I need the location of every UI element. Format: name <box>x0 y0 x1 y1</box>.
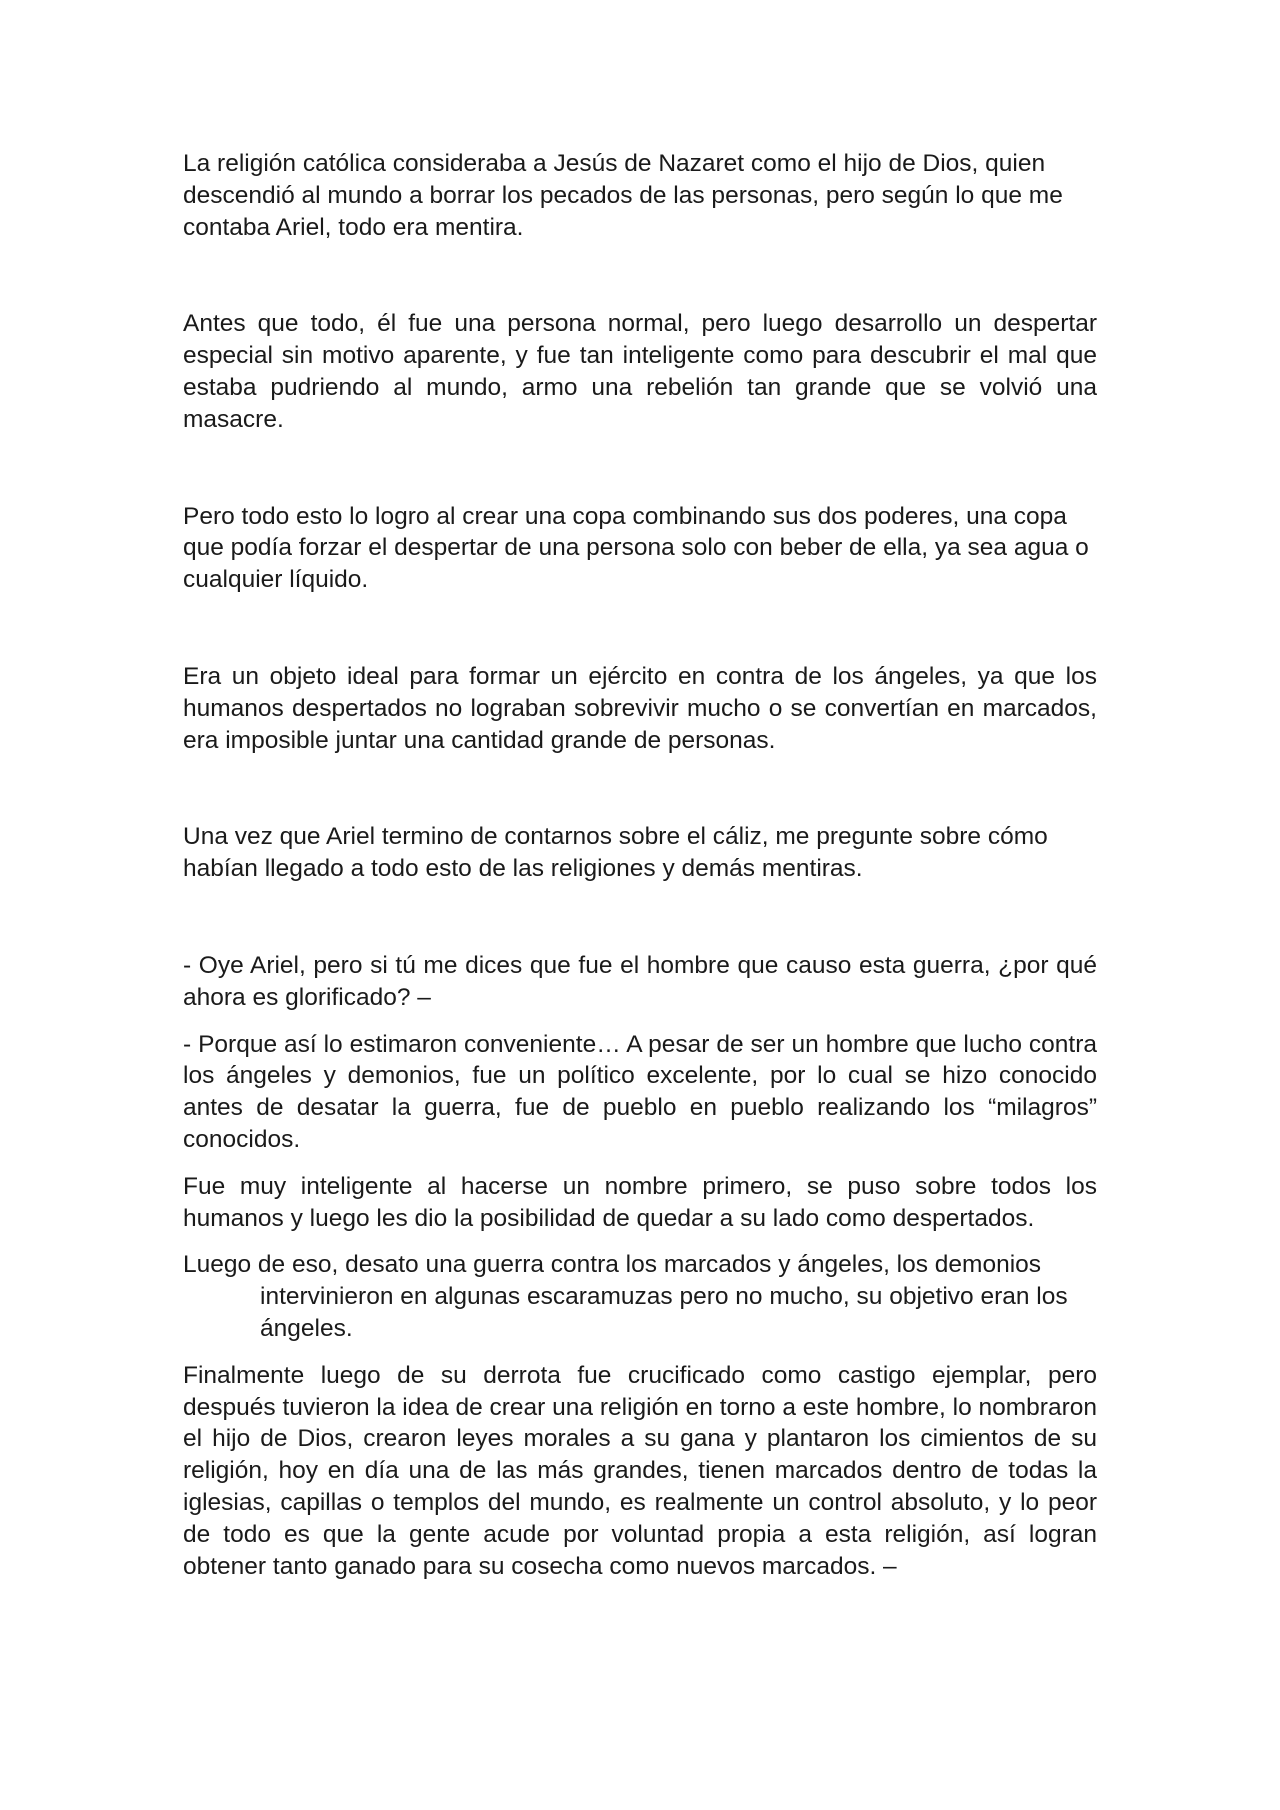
dialogue-answer: - Porque así lo estimaron conveniente… A pesar de ser un hombre que lucho contra los ángeles y demonios, fue un político excelente, por lo cual se hizo conocido antes de desatar la guerra, fue de pueblo en pueblo realizando los “milagros” conocidos. <box>183 1030 1097 1153</box>
paragraph-5: Una vez que Ariel termino de contarnos sobre el cáliz, me pregunte sobre cómo habían llegado a todo esto de las religiones y demás mentiras. <box>183 823 1048 883</box>
paragraph-1: La religión católica consideraba a Jesús de Nazaret como el hijo de Dios, quien descendió al mundo a borrar los pecados de las personas, pero según lo que me contaba Ariel, todo era mentira. <box>183 150 1063 241</box>
paragraph-2: Antes que todo, él fue una persona normal, pero luego desarrollo un despertar especial sin motivo aparente, y fue tan inteligente como para descubrir el mal que estaba pudriendo al mundo, armo una rebelión tan grande que se volvió una masacre. <box>183 310 1097 433</box>
paragraph-8: Fue muy inteligente al hacerse un nombre primero, se puso sobre todos los humanos y luego les dio la posibilidad de quedar a su lado como despertados. <box>183 1172 1097 1232</box>
body-text <box>183 148 1097 1582</box>
dialogue-question: - Oye Ariel, pero si tú me dices que fue el hombre que causo esta guerra, ¿por qué ahora es glorificado? – <box>183 951 1097 1011</box>
paragraph-10: Finalmente luego de su derrota fue crucificado como castigo ejemplar, pero después tuvieron la idea de crear una religión en torno a este hombre, lo nombraron el hijo de Dios, crearon leyes morales a su gana y plantaron los cimientos de su religión, hoy en día una de las más grandes, tienen marcados dentro de todas la iglesias, capillas o templos del mundo, es realmente un control absoluto, y lo peor de todo es que la gente acude por voluntad propia a esta religión, así logran obtener tanto ganado para su cosecha como nuevos marcados. – <box>183 1361 1097 1580</box>
paragraph-4: Era un objeto ideal para formar un ejército en contra de los ángeles, ya que los humanos despertados no lograban sobrevivir mucho o se convertían en marcados, era imposible juntar una cantidad grande de personas. <box>183 662 1097 754</box>
paragraph-3: Pero todo esto lo logro al crear una copa combinando sus dos poderes, una copa que podía forzar el despertar de una persona solo con beber de ella, ya sea agua o cualquier líquido. <box>183 502 1089 594</box>
paragraph-9: Luego de eso, desato una guerra contra los marcados y ángeles, los demonios intervinieron en algunas escaramuzas pero no mucho, su objetivo eran los ángeles. <box>183 1251 1068 1342</box>
